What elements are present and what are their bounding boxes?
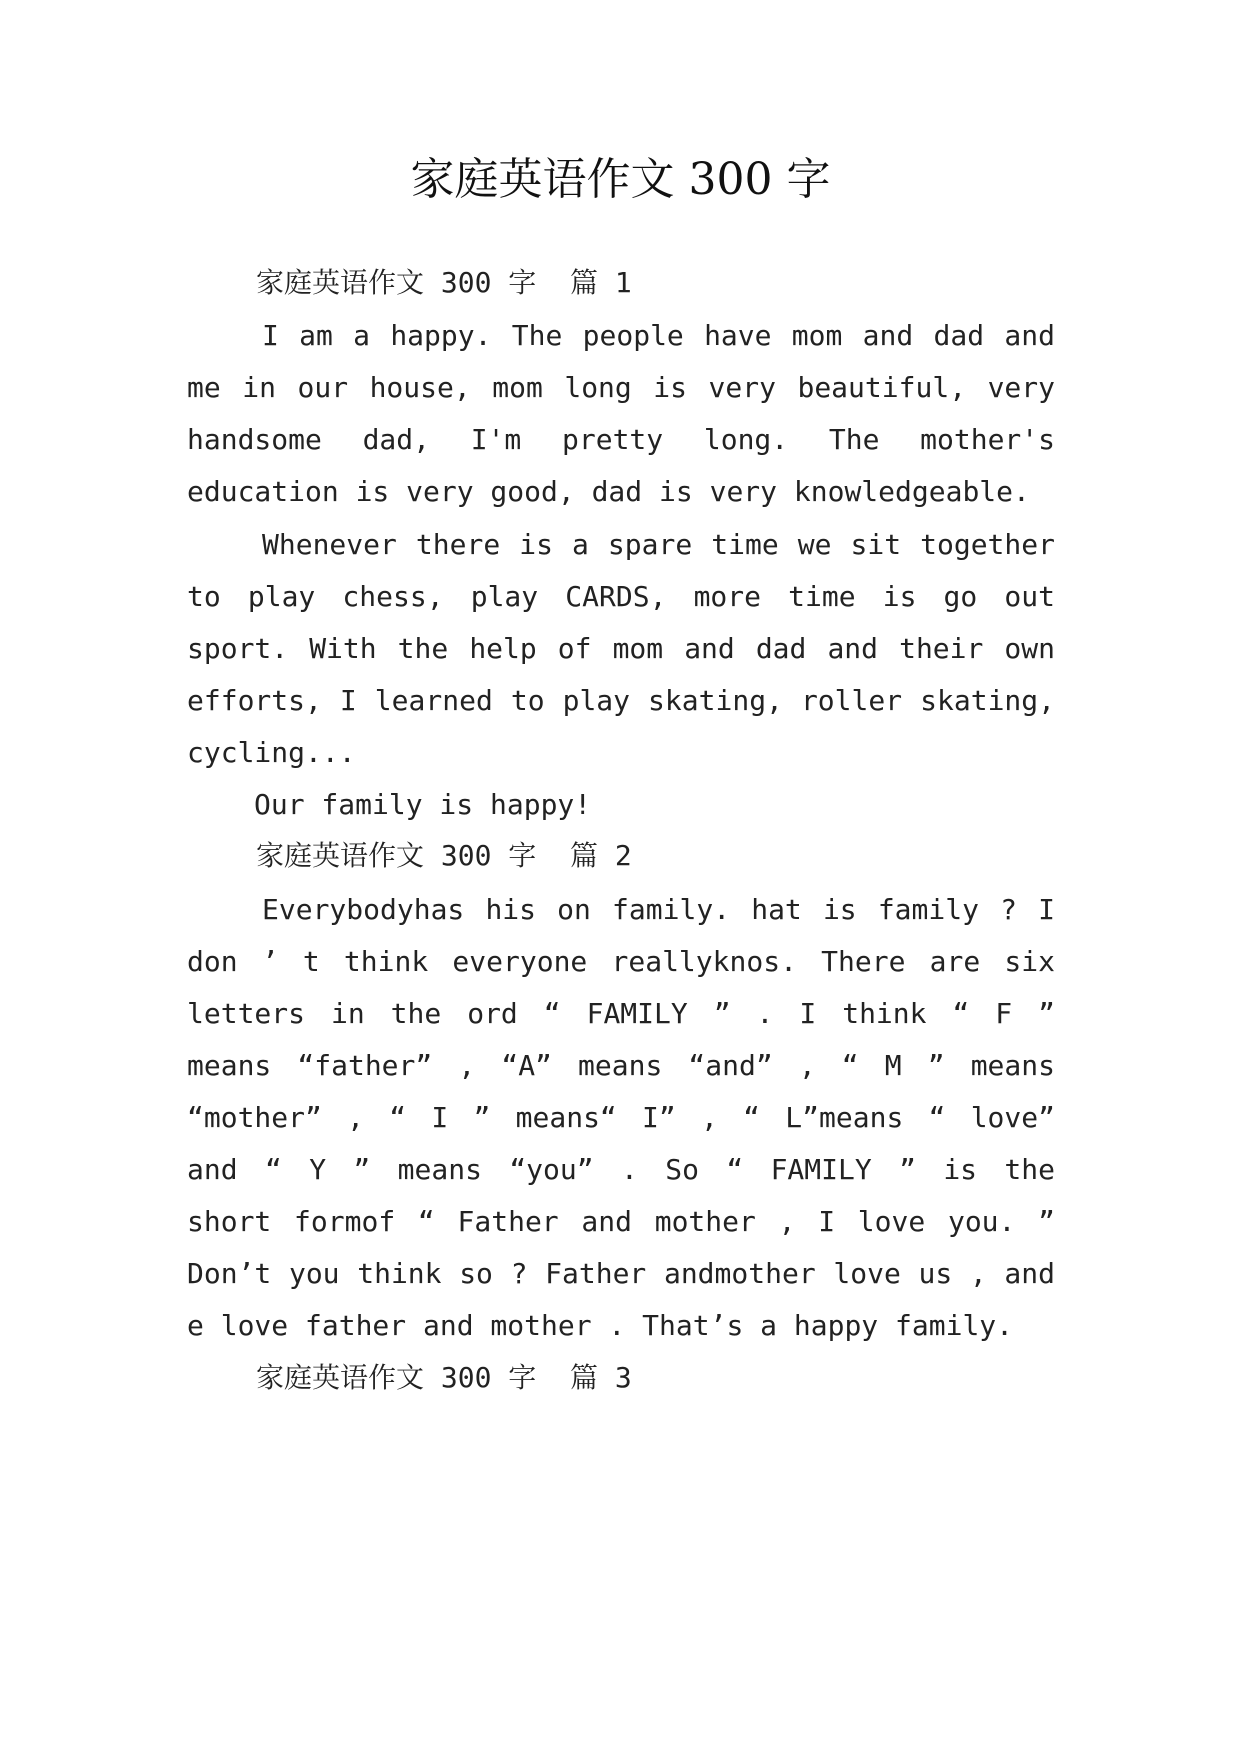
paragraph-line: me in our house, mom long is very beautiful, very [187,371,1055,404]
paragraph-line: Everybodyhas his on family. hat is family ? I [262,893,1055,926]
paragraph-line: letters in the ord “ FAMILY ” . I think “ F ” [187,997,1055,1030]
paragraph-line: cycling... [187,736,356,769]
paragraph-line: education is very good, dad is very knowledgeable. [187,475,1030,508]
paragraph-line: and “ Y ” means “you” . So “ FAMILY ” is the [187,1153,1055,1186]
paragraph-line: e love father and mother . That’s a happy family. [187,1309,1014,1342]
paragraph-line: Don’t you think so ? Father andmother love us , and [187,1257,1055,1290]
paragraph-line: Whenever there is a spare time we sit together [262,528,1055,561]
paragraph-line: short formof “ Father and mother , I love you. ” [187,1205,1055,1238]
paragraph-line: sport. With the help of mom and dad and their own [187,632,1055,665]
section-heading-1: 家庭英语作文 300 字 篇 1 [256,266,632,299]
paragraph-line: to play chess, play CARDS, more time is go out [187,580,1055,613]
paragraph-line: don ’ t think everyone reallyknos. There are six [187,945,1055,978]
paragraph-line: I am a happy. The people have mom and dad and [262,319,1055,352]
paragraph-line: “mother” , “ I ” means“ I” , “ L”means “ love” [187,1101,1055,1134]
section-heading-2: 家庭英语作文 300 字 篇 2 [256,839,632,872]
paragraph-line: efforts, I learned to play skating, roller skating, [187,684,1055,717]
paragraph-line: Our family is happy! [254,788,592,821]
section-heading-3: 家庭英语作文 300 字 篇 3 [256,1361,632,1394]
paragraph-line: means “father” , “A” means “and” , “ M ” means [187,1049,1055,1082]
document-title: 家庭英语作文 300 字 [410,154,831,205]
paragraph-line: handsome dad, I'm pretty long. The mother's [187,423,1055,456]
